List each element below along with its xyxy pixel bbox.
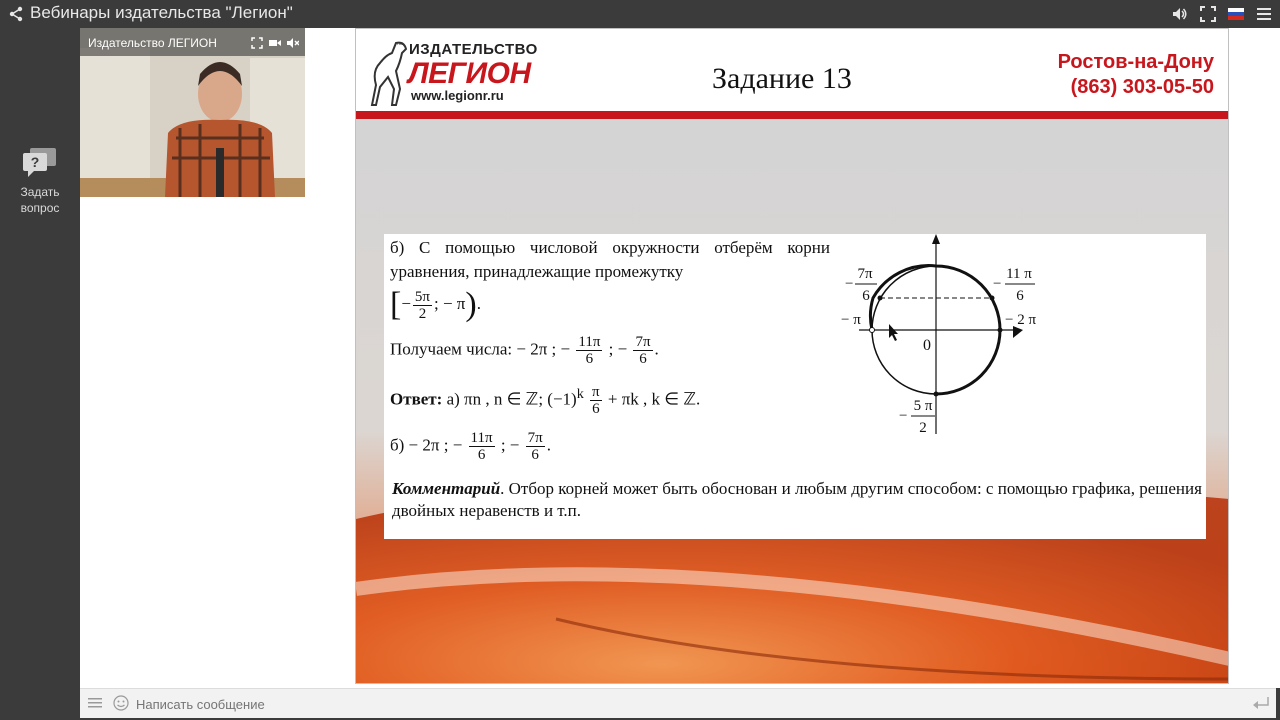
answer-a-exponent: k — [576, 385, 584, 402]
emoji-icon[interactable] — [113, 695, 129, 711]
label-7pi-den: 6 — [862, 288, 870, 304]
menu-icon[interactable] — [1256, 6, 1272, 22]
comment-label: Комментарий — [392, 479, 501, 498]
ask-question-button[interactable] — [10, 148, 70, 216]
interval-left-num: 5π — [414, 288, 430, 305]
answer-a-part1: а) πn , n ∈ ℤ; (−1) — [446, 389, 577, 409]
answer-a-num: π — [592, 384, 600, 400]
numbers-f1-den: 6 — [585, 351, 594, 367]
point-minus-5pi-2 — [934, 392, 939, 397]
brand-name: ЛЕГИОН — [408, 57, 531, 90]
flag-ru-icon[interactable] — [1228, 6, 1244, 22]
number-circle-diagram — [839, 234, 1059, 444]
main-area — [80, 28, 1280, 688]
message-input[interactable] — [136, 692, 1236, 716]
answer-label: Ответ: — [390, 389, 443, 409]
interval-right: ; − π — [434, 293, 466, 313]
share-icon[interactable] — [8, 6, 24, 22]
ask-label-2: вопрос — [20, 201, 60, 215]
answer-b-sep: ; − — [500, 435, 520, 455]
answer-b-line: б) − 2π ; − $\frac{11\pi}{6}$ ; − $\frac{7\pi}{6}$ . — [390, 430, 551, 463]
answer-a-den: 6 — [592, 401, 600, 417]
answer-b-prefix: б) − 2π ; − — [390, 435, 463, 455]
task-title: Задание 13 — [712, 62, 852, 95]
video-tools — [251, 36, 299, 48]
label-7pi-num: 7π — [857, 266, 873, 282]
city-label: Ростов-на-Дону — [1057, 51, 1214, 73]
answer-b-f2-num: 7π — [527, 430, 543, 446]
svg-text:−: − — [993, 276, 1002, 292]
label-11pi-num: 11 π — [1006, 266, 1032, 282]
phone-label: (863) 303-05-50 — [1070, 76, 1214, 98]
numbers-f2-num: 7π — [635, 334, 651, 350]
brand-top: ИЗДАТЕЛЬСТВО — [409, 41, 538, 58]
answer-b-f2-den: 6 — [531, 447, 539, 463]
top-toolbar — [1172, 5, 1272, 23]
fullscreen-icon[interactable] — [1200, 6, 1216, 22]
svg-text:™: ™ — [396, 42, 403, 49]
app-title: Вебинары издательства "Легион" — [30, 3, 293, 22]
label-11pi-den: 6 — [1016, 288, 1024, 304]
video-fullscreen-icon[interactable] — [251, 36, 263, 48]
comment-body: . Отбор корней может быть обоснован и любым другим способом: с помощью графика, решения двойных неравенств и т.п. — [392, 479, 1202, 520]
label-5pi-den: 2 — [919, 420, 927, 436]
numbers-sep: ; − — [608, 339, 628, 359]
answer-a-line — [390, 384, 700, 424]
point-minus-pi — [870, 328, 875, 333]
answer-b-f1-num: 11π — [470, 430, 493, 446]
answer-a-part2: + πk , k ∈ ℤ. — [607, 389, 701, 409]
interval-left-den: 2 — [418, 305, 427, 322]
chat-bar — [80, 688, 1276, 718]
chat-menu-icon[interactable] — [88, 696, 102, 710]
label-minus-pi: − π — [841, 312, 861, 328]
slide-content — [384, 234, 1206, 539]
mouse-cursor-icon — [889, 324, 898, 341]
svg-text:−: − — [899, 408, 908, 424]
circle-y-arrow — [932, 234, 940, 244]
horse-logo-icon — [366, 37, 410, 109]
video-mute-icon[interactable] — [287, 36, 299, 48]
comment-text — [392, 478, 1202, 522]
solution-text: б) С помощью числовой окружности отберём корни уравнения, принадлежащие промежутку — [390, 238, 830, 281]
left-rail — [0, 28, 80, 720]
brand-url: www.legionr.ru — [411, 88, 504, 103]
svg-text:−: − — [845, 276, 854, 292]
presentation-slide — [355, 28, 1229, 684]
question-chat-icon — [22, 148, 58, 178]
send-enter-icon[interactable] — [1252, 695, 1270, 711]
numbers-f1-num: 11π — [578, 334, 601, 350]
point-11pi-6 — [990, 296, 995, 301]
label-minus-2pi: − 2 π — [1005, 312, 1037, 328]
numbers-line: Получаем числа: − 2π ; − $\frac{11\pi}{6}$ ; − $\frac{7\pi}{6}$ . — [390, 334, 659, 367]
top-bar — [0, 0, 1280, 28]
slide-red-line — [356, 111, 1229, 119]
interval-expression: [− $\frac{5\pi}{2}$ ; − π). — [390, 286, 481, 323]
ask-label-1: Задать — [20, 185, 60, 199]
numbers-prefix: Получаем числа: − 2π ; − — [390, 339, 571, 359]
point-minus-2pi — [998, 328, 1003, 333]
video-label: Издательство ЛЕГИОН — [88, 36, 217, 50]
label-zero: 0 — [923, 337, 931, 354]
point-7pi-6 — [878, 296, 883, 301]
svg-text:?: ? — [30, 154, 40, 170]
numbers-f2-den: 6 — [639, 351, 647, 367]
video-camera-icon[interactable] — [269, 36, 281, 48]
answer-b-f1-den: 6 — [477, 447, 486, 463]
volume-icon[interactable] — [1172, 6, 1188, 22]
webcam-video[interactable] — [80, 28, 305, 197]
label-5pi-num: 5 π — [913, 398, 933, 414]
